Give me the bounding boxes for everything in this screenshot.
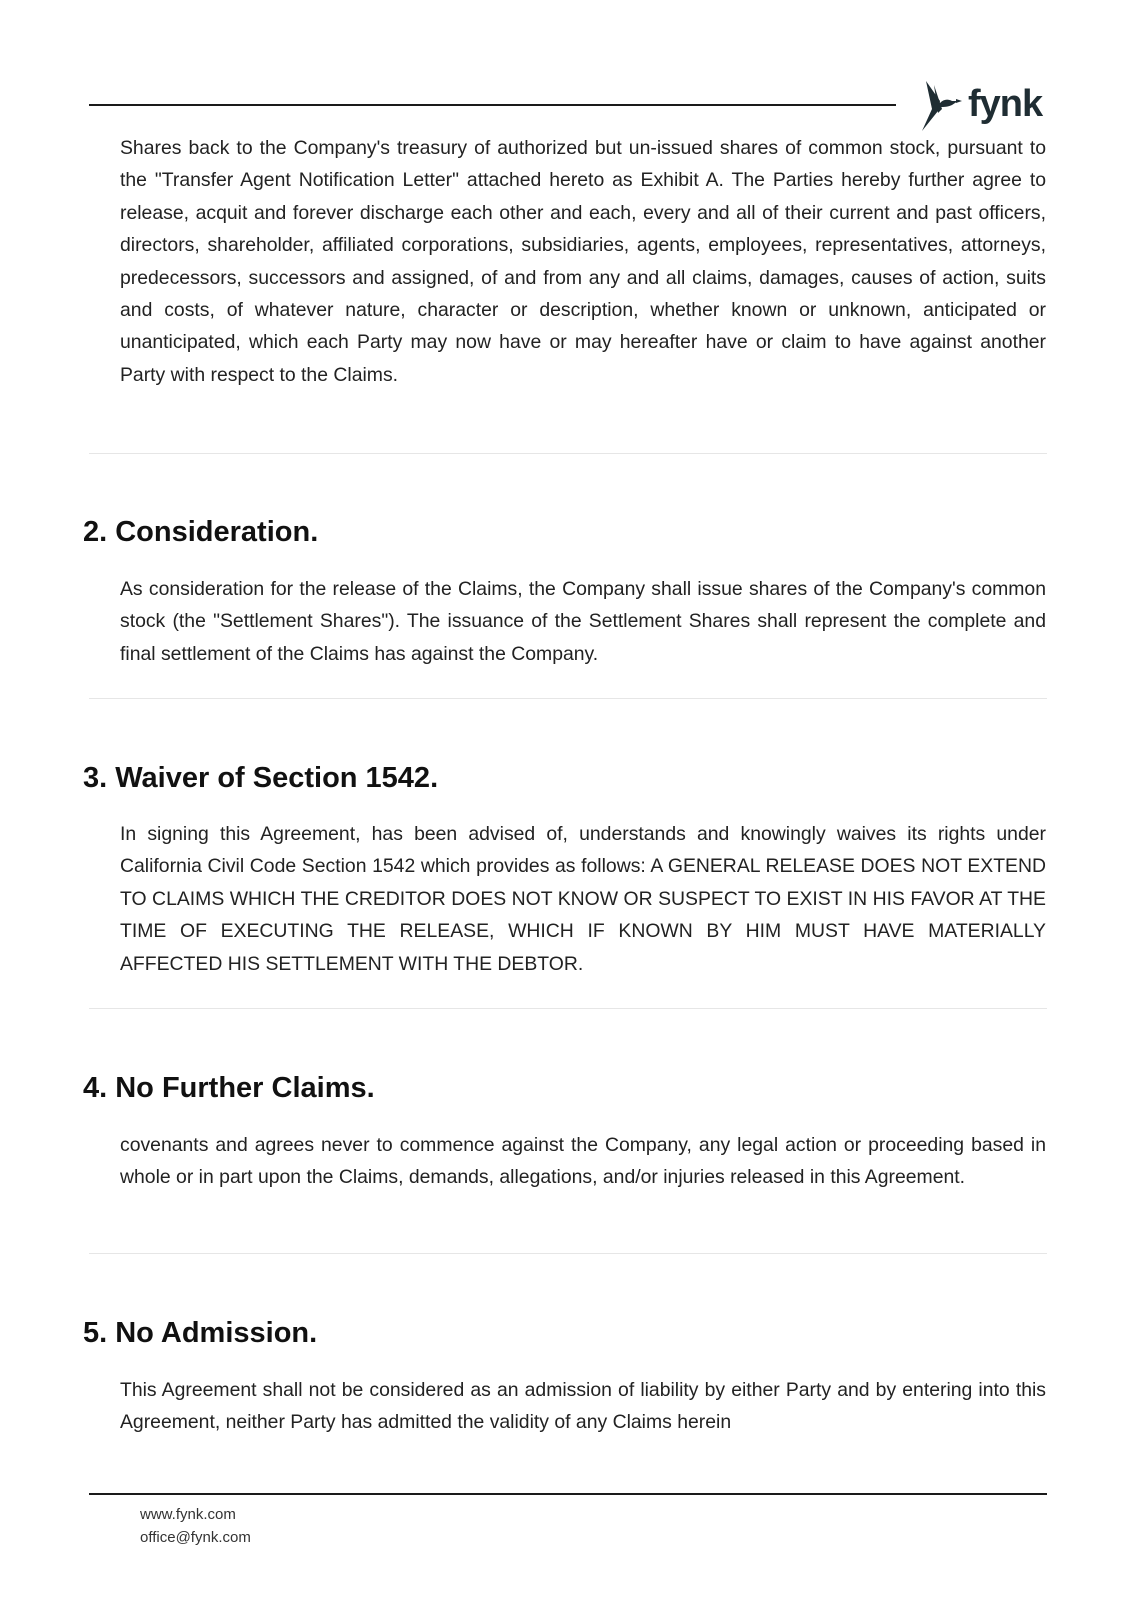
section-divider [89, 1008, 1047, 1009]
footer-rule [89, 1493, 1047, 1495]
section-divider [89, 453, 1047, 454]
section-heading-no-further-claims: 4. No Further Claims. [83, 1072, 375, 1104]
section-divider [89, 1253, 1047, 1254]
section-body-waiver: In signing this Agreement, has been advised of, understands and knowingly waives its rights under California Civil Code Section 1542 which provides as follows: A GENERAL RELEASE DOES NOT EXTEND TO CLAIMS WHICH THE CREDITOR DOES NOT KNOW OR SUSPECT TO EXIST IN HIS FAVOR AT THE TIME OF EXECUTING THE RELEASE, WHICH IF KNOWN BY HIM MUST HAVE MATERIALLY AFFECTED HIS SETTLEMENT WITH THE DEBTOR. [120, 823, 1046, 975]
section-heading-consideration: 2. Consideration. [83, 516, 319, 548]
section-heading-waiver: 3. Waiver of Section 1542. [83, 762, 439, 794]
header-rule [89, 104, 896, 106]
bird-icon [918, 79, 964, 133]
brand-logo [918, 78, 1048, 134]
brand-name: fynk [968, 83, 1043, 125]
section-body-no-admission: This Agreement shall not be considered as an admission of liability by either Party and by entering into this Agreement, neither Party has admitted the validity of any Claims herein [120, 1379, 1046, 1434]
footer-email: office@fynk.com [140, 1529, 251, 1546]
section-body-consideration: As consideration for the release of the Claims, the Company shall issue shares of the Company's common stock (the "Settlement Shares"). The issuance of the Settlement Shares shall represent the complete and final settlement of the Claims has against the Company. [120, 578, 1046, 665]
section-divider [89, 698, 1047, 699]
intro-paragraph: Shares back to the Company's treasury of authorized but un-issued shares of common stock, pursuant to the "Transfer Agent Notification Letter" attached hereto as Exhibit A. The Parties hereby further agree to release, acquit and forever discharge each other and each, every and all of their current and past officers, directors, shareholder, affiliated corporations, subsidiaries, agents, employees, representatives, attorneys, predecessors, successors and assigned, of and from any and all claims, damages, causes of action, suits and costs, of whatever nature, character or description, whether known or unknown, anticipated or unanticipated, which each Party may now have or may hereafter have or claim to have against another Party with respect to the Claims. [120, 137, 1046, 386]
section-body-no-further-claims: covenants and agrees never to commence against the Company, any legal action or proceeding based in whole or in part upon the Claims, demands, allegations, and/or injuries released in this Agreement. [120, 1134, 1046, 1189]
section-heading-no-admission: 5. No Admission. [83, 1317, 318, 1349]
footer-website: www.fynk.com [140, 1506, 236, 1523]
